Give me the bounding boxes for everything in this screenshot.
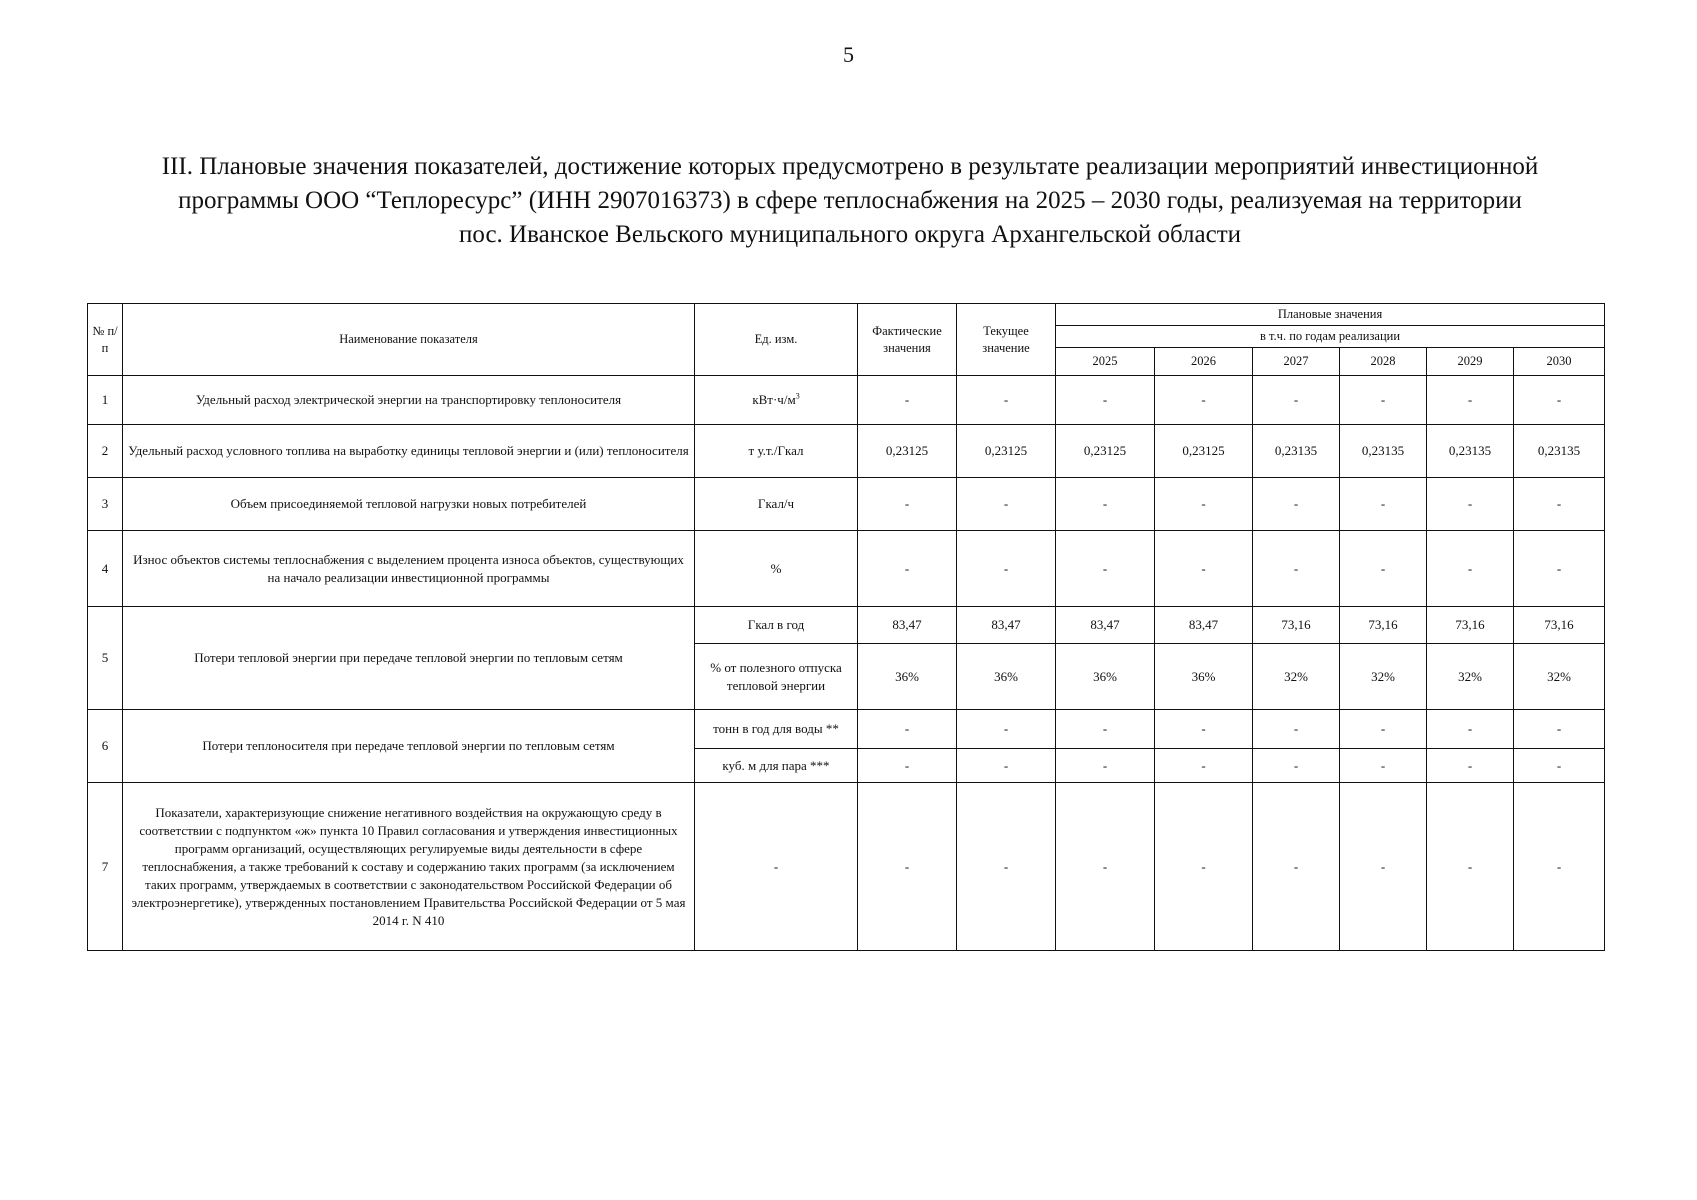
header-year: 2029: [1427, 348, 1514, 376]
year-value: -: [1155, 478, 1253, 531]
year-value: -: [1427, 710, 1514, 749]
title-line-1: III. Плановые значения показателей, достижение которых предусмотрено в результате реализации мероприятий инвестиционной: [161, 153, 1539, 180]
actual-value: 83,47: [858, 607, 957, 644]
row-no: 3: [88, 478, 123, 531]
header-year: 2030: [1514, 348, 1605, 376]
table-row: [88, 425, 1605, 478]
indicator-name: Удельный расход условного топлива на выработку единицы тепловой энергии и (или) теплоносителя: [123, 425, 695, 478]
year-value: 36%: [1056, 644, 1155, 710]
indicators-table: [87, 303, 1605, 951]
unit-cell: %: [695, 531, 858, 607]
current-value: -: [957, 531, 1056, 607]
year-value: -: [1340, 749, 1427, 783]
year-value: 73,16: [1514, 607, 1605, 644]
year-value: -: [1340, 710, 1427, 749]
year-value: 36%: [1155, 644, 1253, 710]
table-row: [88, 376, 1605, 425]
year-value: 83,47: [1155, 607, 1253, 644]
year-value: -: [1155, 783, 1253, 951]
year-value: -: [1514, 783, 1605, 951]
table-row: [88, 531, 1605, 607]
table-row: [88, 783, 1605, 951]
unit-superscript: 3: [795, 391, 800, 401]
header-planned: Плановые значения: [1056, 304, 1605, 326]
year-value: -: [1155, 531, 1253, 607]
current-value: -: [957, 710, 1056, 749]
document-title: [80, 150, 1620, 252]
year-value: -: [1340, 783, 1427, 951]
year-value: 83,47: [1056, 607, 1155, 644]
year-value: -: [1253, 783, 1340, 951]
year-value: -: [1253, 710, 1340, 749]
actual-value: -: [858, 749, 957, 783]
actual-value: -: [858, 376, 957, 425]
header-unit: Ед. изм.: [695, 304, 858, 376]
year-value: -: [1056, 478, 1155, 531]
year-value: -: [1340, 531, 1427, 607]
row-no: 5: [88, 607, 123, 710]
year-value: 0,23125: [1155, 425, 1253, 478]
year-value: -: [1514, 710, 1605, 749]
header-actual: Фактические значения: [858, 304, 957, 376]
current-value: 36%: [957, 644, 1056, 710]
table-row: [88, 478, 1605, 531]
row-no: 6: [88, 710, 123, 783]
actual-value: -: [858, 531, 957, 607]
year-value: -: [1056, 710, 1155, 749]
year-value: -: [1253, 749, 1340, 783]
year-value: 0,23135: [1427, 425, 1514, 478]
header-name: Наименование показателя: [123, 304, 695, 376]
year-value: -: [1514, 478, 1605, 531]
current-value: 83,47: [957, 607, 1056, 644]
year-value: 73,16: [1340, 607, 1427, 644]
year-value: 0,23125: [1056, 425, 1155, 478]
year-value: -: [1056, 531, 1155, 607]
header-by-years: в т.ч. по годам реализации: [1056, 326, 1605, 348]
header-year: 2027: [1253, 348, 1340, 376]
year-value: -: [1427, 478, 1514, 531]
year-value: 73,16: [1253, 607, 1340, 644]
unit-cell: % от полезного отпуска тепловой энергии: [695, 644, 858, 710]
actual-value: 0,23125: [858, 425, 957, 478]
year-value: -: [1340, 478, 1427, 531]
header-year: 2025: [1056, 348, 1155, 376]
indicator-name: Потери теплоносителя при передаче тепловой энергии по тепловым сетям: [123, 710, 695, 783]
table-row: [88, 710, 1605, 749]
row-no: 1: [88, 376, 123, 425]
year-value: -: [1155, 710, 1253, 749]
unit-cell: т у.т./Гкал: [695, 425, 858, 478]
year-value: -: [1514, 749, 1605, 783]
year-value: -: [1340, 376, 1427, 425]
indicator-name: Показатели, характеризующие снижение негативного воздействия на окружающую среду в соответствии с подпунктом «ж» пункта 10 Правил согласования и утверждения инвестиционных программ организаций, осуществляющих регулируемые виды деятельности в сфере теплоснабжения, а также требований к составу и содержанию таких программ (за исключением таких программ, утверждаемых в соответствии с законодательством Российской Федерации об электроэнергетике), утвержденных постановлением Правительства Российской Федерации от 5 мая 2014 г. N 410: [123, 783, 695, 951]
year-value: 0,23135: [1340, 425, 1427, 478]
current-value: -: [957, 376, 1056, 425]
row-no: 4: [88, 531, 123, 607]
indicator-name: Износ объектов системы теплоснабжения с выделением процента износа объектов, существующих на начало реализации инвестиционной программы: [123, 531, 695, 607]
unit-text: кВт·ч/м: [752, 392, 796, 407]
title-line-2: программы ООО “Теплоресурс” (ИНН 2907016373) в сфере теплоснабжения на 2025 – 2030 годы, реализуемая на территории: [178, 187, 1522, 214]
unit-cell: [695, 376, 858, 425]
unit-cell: Гкал/ч: [695, 478, 858, 531]
row-no: 2: [88, 425, 123, 478]
year-value: -: [1253, 376, 1340, 425]
year-value: -: [1427, 749, 1514, 783]
year-value: 0,23135: [1514, 425, 1605, 478]
year-value: -: [1056, 749, 1155, 783]
actual-value: 36%: [858, 644, 957, 710]
year-value: -: [1155, 749, 1253, 783]
indicator-name: Потери тепловой энергии при передаче тепловой энергии по тепловым сетям: [123, 607, 695, 710]
indicator-name: Объем присоединяемой тепловой нагрузки новых потребителей: [123, 478, 695, 531]
page-number: 5: [843, 42, 854, 67]
header-year: 2028: [1340, 348, 1427, 376]
title-line-3: пос. Иванское Вельского муниципального округа Архангельской области: [458, 221, 1242, 248]
year-value: -: [1155, 376, 1253, 425]
indicator-name: Удельный расход электрической энергии на транспортировку теплоносителя: [123, 376, 695, 425]
year-value: -: [1253, 478, 1340, 531]
year-value: -: [1056, 783, 1155, 951]
unit-cell: куб. м для пара ***: [695, 749, 858, 783]
year-value: -: [1427, 783, 1514, 951]
year-value: -: [1427, 531, 1514, 607]
current-value: -: [957, 478, 1056, 531]
year-value: -: [1056, 376, 1155, 425]
unit-cell: тонн в год для воды **: [695, 710, 858, 749]
year-value: -: [1514, 531, 1605, 607]
year-value: -: [1514, 376, 1605, 425]
current-value: -: [957, 749, 1056, 783]
actual-value: -: [858, 478, 957, 531]
table-row: [88, 607, 1605, 644]
year-value: 73,16: [1427, 607, 1514, 644]
unit-cell: -: [695, 783, 858, 951]
current-value: -: [957, 783, 1056, 951]
header-year: 2026: [1155, 348, 1253, 376]
year-value: -: [1253, 531, 1340, 607]
current-value: 0,23125: [957, 425, 1056, 478]
row-no: 7: [88, 783, 123, 951]
actual-value: -: [858, 783, 957, 951]
year-value: 32%: [1340, 644, 1427, 710]
year-value: 32%: [1253, 644, 1340, 710]
year-value: 32%: [1514, 644, 1605, 710]
year-value: 32%: [1427, 644, 1514, 710]
header-current: Текущее значение: [957, 304, 1056, 376]
unit-cell: Гкал в год: [695, 607, 858, 644]
year-value: -: [1427, 376, 1514, 425]
actual-value: -: [858, 710, 957, 749]
year-value: 0,23135: [1253, 425, 1340, 478]
header-no: № п/п: [88, 304, 123, 376]
